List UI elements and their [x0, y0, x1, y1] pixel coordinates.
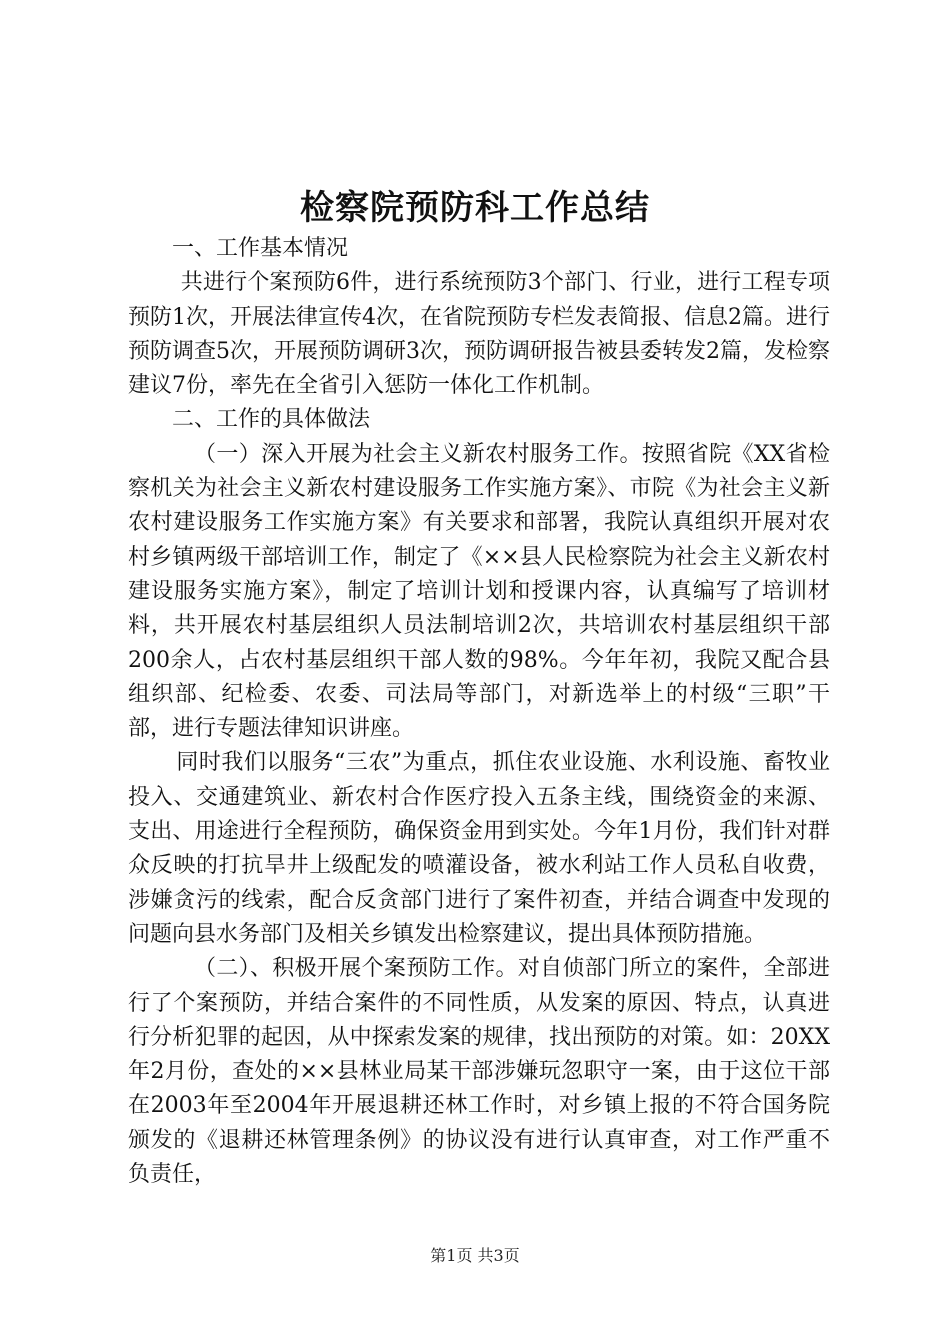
document-body: [128, 232, 830, 1192]
body-paragraph: （二）、积极开展个案预防工作。对自侦部门所立的案件，全部进行了个案预防，并结合案件的不同性质，从发案的原因、特点，认真进行分析犯罪的起因，从中探索发案的规律，找出预防的对策。如：20XX年2月份，查处的××县林业局某干部涉嫌玩忽职守一案，由于这位干部在2003年至2004年开展退耕还林工作时，对乡镇上报的不符合国务院颁发的《退耕还林管理条例》的协议没有进行认真审查，对工作严重不负责任，: [128, 956, 830, 1188]
section-heading-1: 一、工作基本情况: [172, 236, 349, 261]
section-heading-2: 二、工作的具体做法: [172, 407, 371, 433]
body-paragraph: 同时我们以服务“三农”为重点，抓住农业设施、水利设施、畜牧业投入、交通建筑业、新农村合作医疗投入五条主线，围绕资金的来源、支出、用途进行全程预防，确保资金用到实处。今年1月份，我们针对群众反映的打抗旱井上级配发的喷灌设备，被水利站工作人员私自收费，涉嫌贪污的线索，配合反贪部门进行了案件初查，并结合调查中发现的问题向县水务部门及相关乡镇发出检察建议，提出具体预防措施。: [128, 750, 830, 947]
body-paragraph: （一）深入开展为社会主义新农村服务工作。按照省院《XX省检察机关为社会主义新农村建设服务工作实施方案》、市院《为社会主义新农村建设服务工作实施方案》有关要求和部署，我院认真组织开展对农村乡镇两级干部培训工作，制定了《××县人民检察院为社会主义新农村建设服务实施方案》，制定了培训计划和授课内容，认真编写了培训材料，共开展农村基层组织人员法制培训2次，共培训农村基层组织干部200余人，占农村基层组织干部人数的98%。今年年初，我院又配合县组织部、纪检委、农委、司法局等部门，对新选举上的村级“三职”干部，进行专题法律知识讲座。: [128, 441, 830, 742]
document-title: 检察院预防科工作总结: [300, 188, 650, 228]
body-paragraph: 共进行个案预防6件，进行系统预防3个部门、行业，进行工程专项预防1次，开展法律宣传4次，在省院预防专栏发表简报、信息2篇。进行预防调查5次，开展预防调研3次，预防调研报告被县委转发2篇，发检察建议7份，率先在全省引入惩防一体化工作机制。: [128, 270, 830, 399]
page-footer: 第1页 共3页: [430, 1246, 520, 1265]
